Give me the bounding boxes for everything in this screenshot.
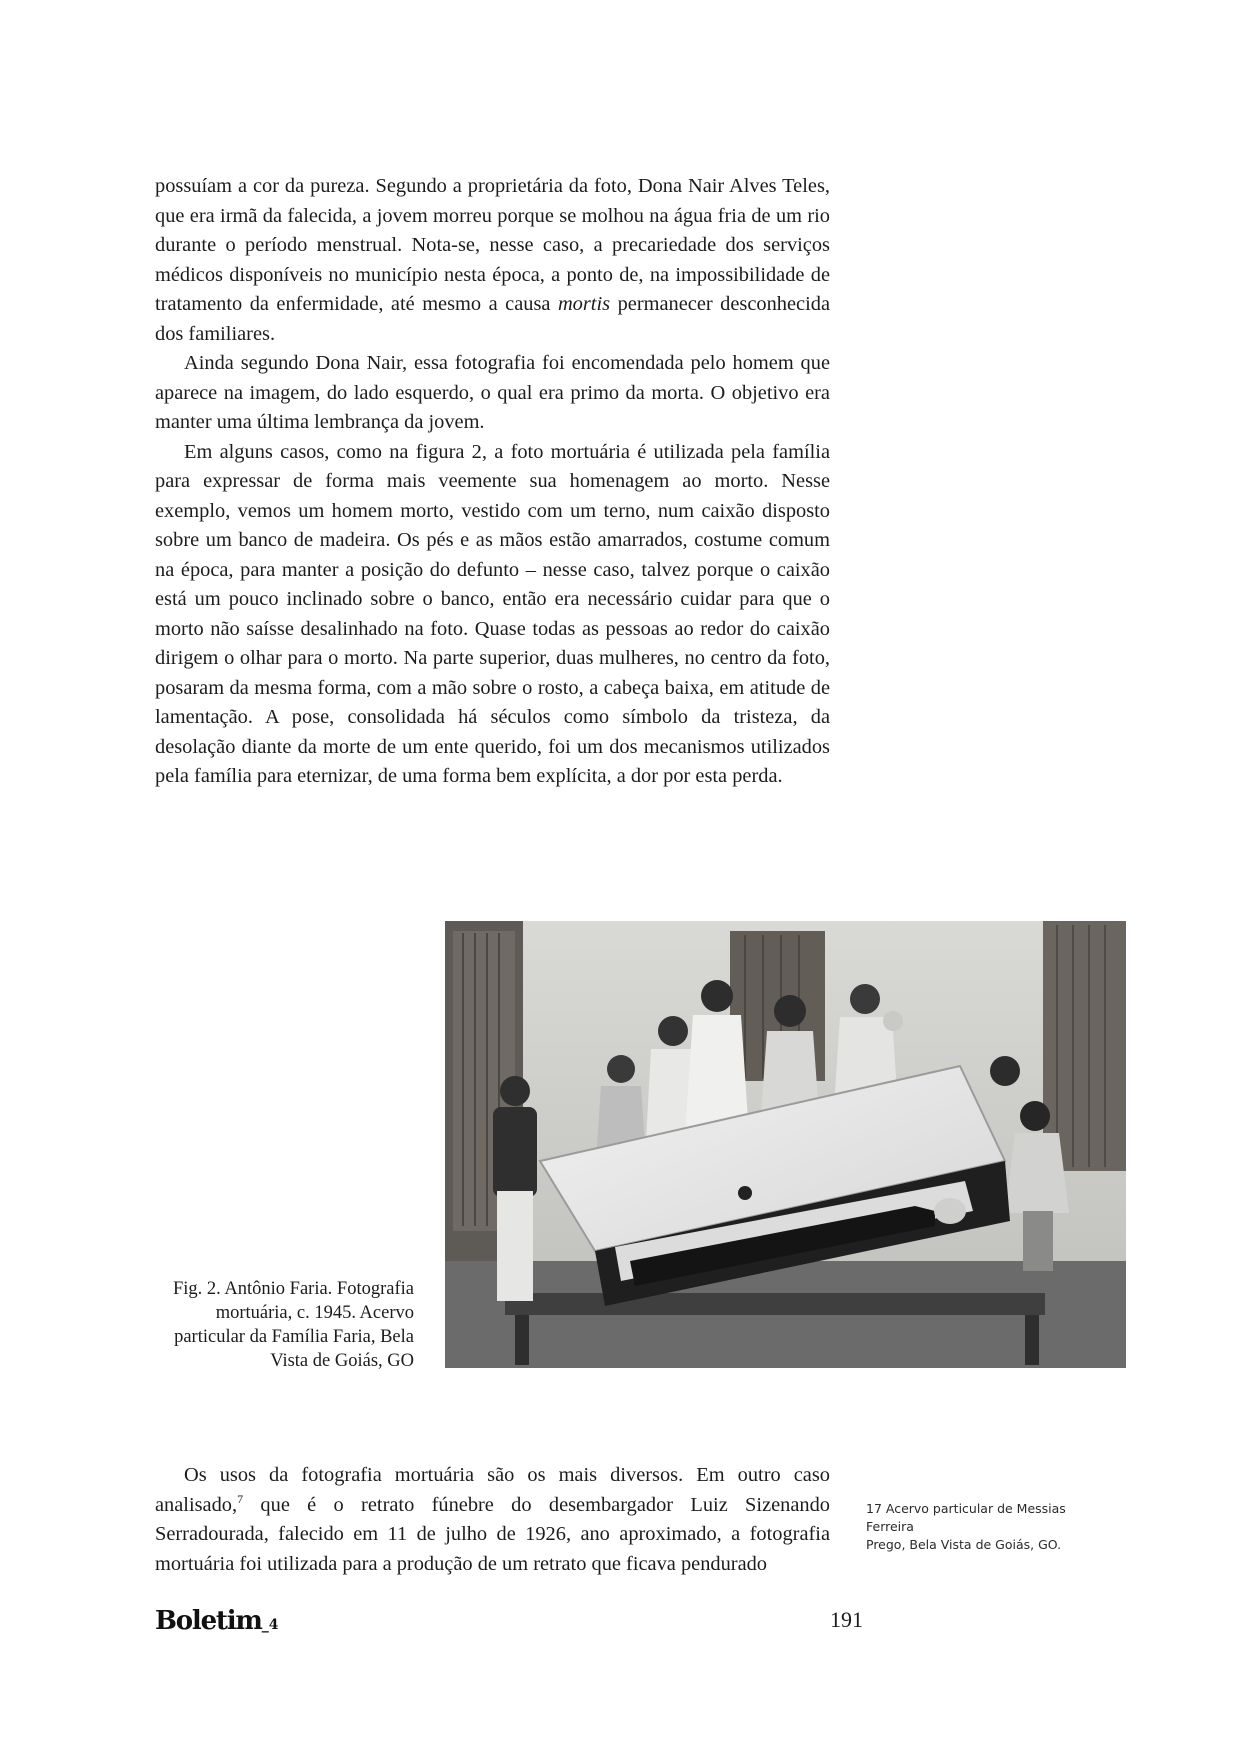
journal-logo <box>155 1606 278 1636</box>
italic-term: mortis <box>557 293 611 315</box>
caption-line: particular da Família Faria, Bela <box>174 1327 414 1347</box>
side-footnote <box>866 1500 1106 1554</box>
continuation-text-end: que é o retrato fúnebre do desembargador Luiz Sizenando Serradourada, falecido em 11 de julho de 1926, ano aproximado, a fotografia mortuária foi utilizada para a produção de um retrato que ficava pendurado <box>155 1493 830 1575</box>
paragraph-1-text: possuíam a cor da pureza. Segundo a proprietária da foto, Dona Nair Alves Teles, que era irmã da falecida, a jovem morreu porque se molhou na água fria de um rio durante o período menstrual. Nota-se, nesse caso, a precariedade dos serviços médicos disponíveis no município nesta época, a ponto de, na impossibilidade de tratamento da enfermidade, até mesmo a causa <box>155 175 830 315</box>
paragraph-1 <box>155 172 830 349</box>
caption-line: Fig. 2. Antônio Faria. Fotografia <box>173 1279 414 1299</box>
funeral-photograph <box>445 921 1126 1368</box>
continuation-text-start: Os usos da fotografia mortuária são os mais diversos. Em outro caso analisado, <box>155 1464 830 1516</box>
journal-name: Boletim <box>155 1606 262 1636</box>
journal-issue: _4 <box>261 1617 279 1633</box>
photograph-illustration <box>445 921 1126 1368</box>
main-text-column <box>155 172 830 792</box>
paragraph-1-tail: permanecer desconhecida dos familiares. <box>155 293 831 345</box>
paragraph-3: Em alguns casos, como na figura 2, a foto mortuária é utilizada pela família para expressar de forma mais veemente sua homenagem ao morto. Nesse exemplo, vemos um homem morto, vestido com um terno, num caixão disposto sobre um banco de madeira. Os pés e as mãos estão amarrados, costume comum na época, para manter a posição do defunto – nesse caso, talvez porque o caixão está um pouco inclinado sobre o banco, então era necessário cuidar para que o morto não saísse desalinhado na foto. Quase todas as pessoas ao redor do caixão dirigem o olhar para o morto. Na parte superior, duas mulheres, no centro da foto, posaram da mesma forma, com a mão sobre o rosto, a cabeça baixa, em atitude de lamentação. A pose, consolidada há séculos como símbolo da tristeza, da desolação diante da morte de um ente querido, foi um dos mecanismos utilizados pela família para eternizar, de uma forma bem explícita, a dor por esta perda. <box>155 440 830 787</box>
caption-line: mortuária, c. 1945. Acervo <box>215 1303 414 1323</box>
footnote-line: 17 Acervo particular de Messias Ferreira <box>866 1501 1066 1534</box>
page-number: 191 <box>830 1607 863 1632</box>
paragraph-2: Ainda segundo Dona Nair, essa fotografia foi encomendada pelo homem que aparece na imagem, do lado esquerdo, o qual era primo da morta. O objetivo era manter uma última lembrança da jovem. <box>155 352 830 433</box>
footnote-line: Prego, Bela Vista de Goiás, GO. <box>866 1537 1062 1552</box>
continuation-paragraph <box>155 1461 830 1579</box>
footnote-reference[interactable]: 7 <box>237 1491 244 1506</box>
continuation-text <box>155 1461 830 1579</box>
caption-line: Vista de Goiás, GO <box>270 1351 414 1371</box>
figure-caption <box>130 1277 414 1373</box>
